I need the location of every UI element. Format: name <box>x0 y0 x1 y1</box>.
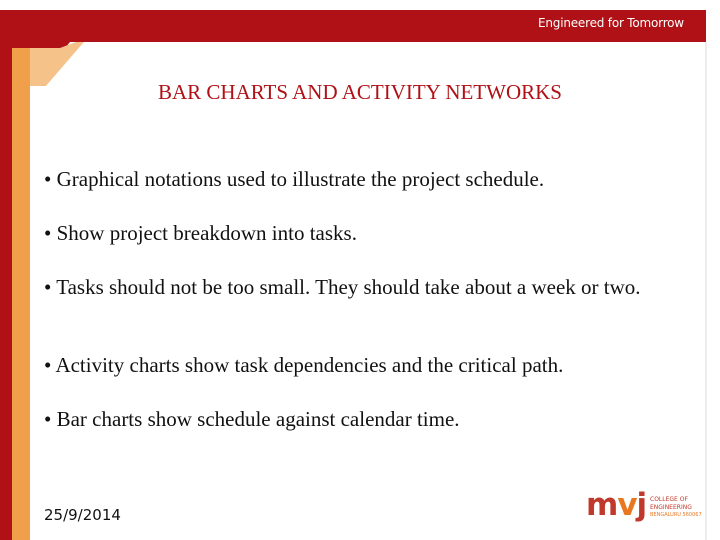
bullet-item: • Show project breakdown into tasks. <box>44 221 357 245</box>
bullet-item: • Activity charts show task dependencies and the critical path. <box>44 353 564 377</box>
slide-date: 25/9/2014 <box>44 506 121 524</box>
header-tagline: Engineered for Tomorrow <box>538 16 684 30</box>
logo-line-2: ENGINEERING <box>650 504 692 511</box>
bullet-item: • Bar charts show schedule against calendar time. <box>44 407 460 431</box>
bullet-item: • Graphical notations used to illustrate the project schedule. <box>44 167 545 191</box>
slide-title: BAR CHARTS AND ACTIVITY NETWORKS <box>158 80 562 104</box>
bullet-item: • Tasks should not be too small. They should take about a week or two. <box>44 275 641 299</box>
logo-line-3: BENGALURU 560067 <box>650 512 702 518</box>
logo-line-1: COLLEGE OF <box>650 496 688 503</box>
college-logo <box>586 487 702 527</box>
logo-wordmark: mvj <box>586 487 647 523</box>
